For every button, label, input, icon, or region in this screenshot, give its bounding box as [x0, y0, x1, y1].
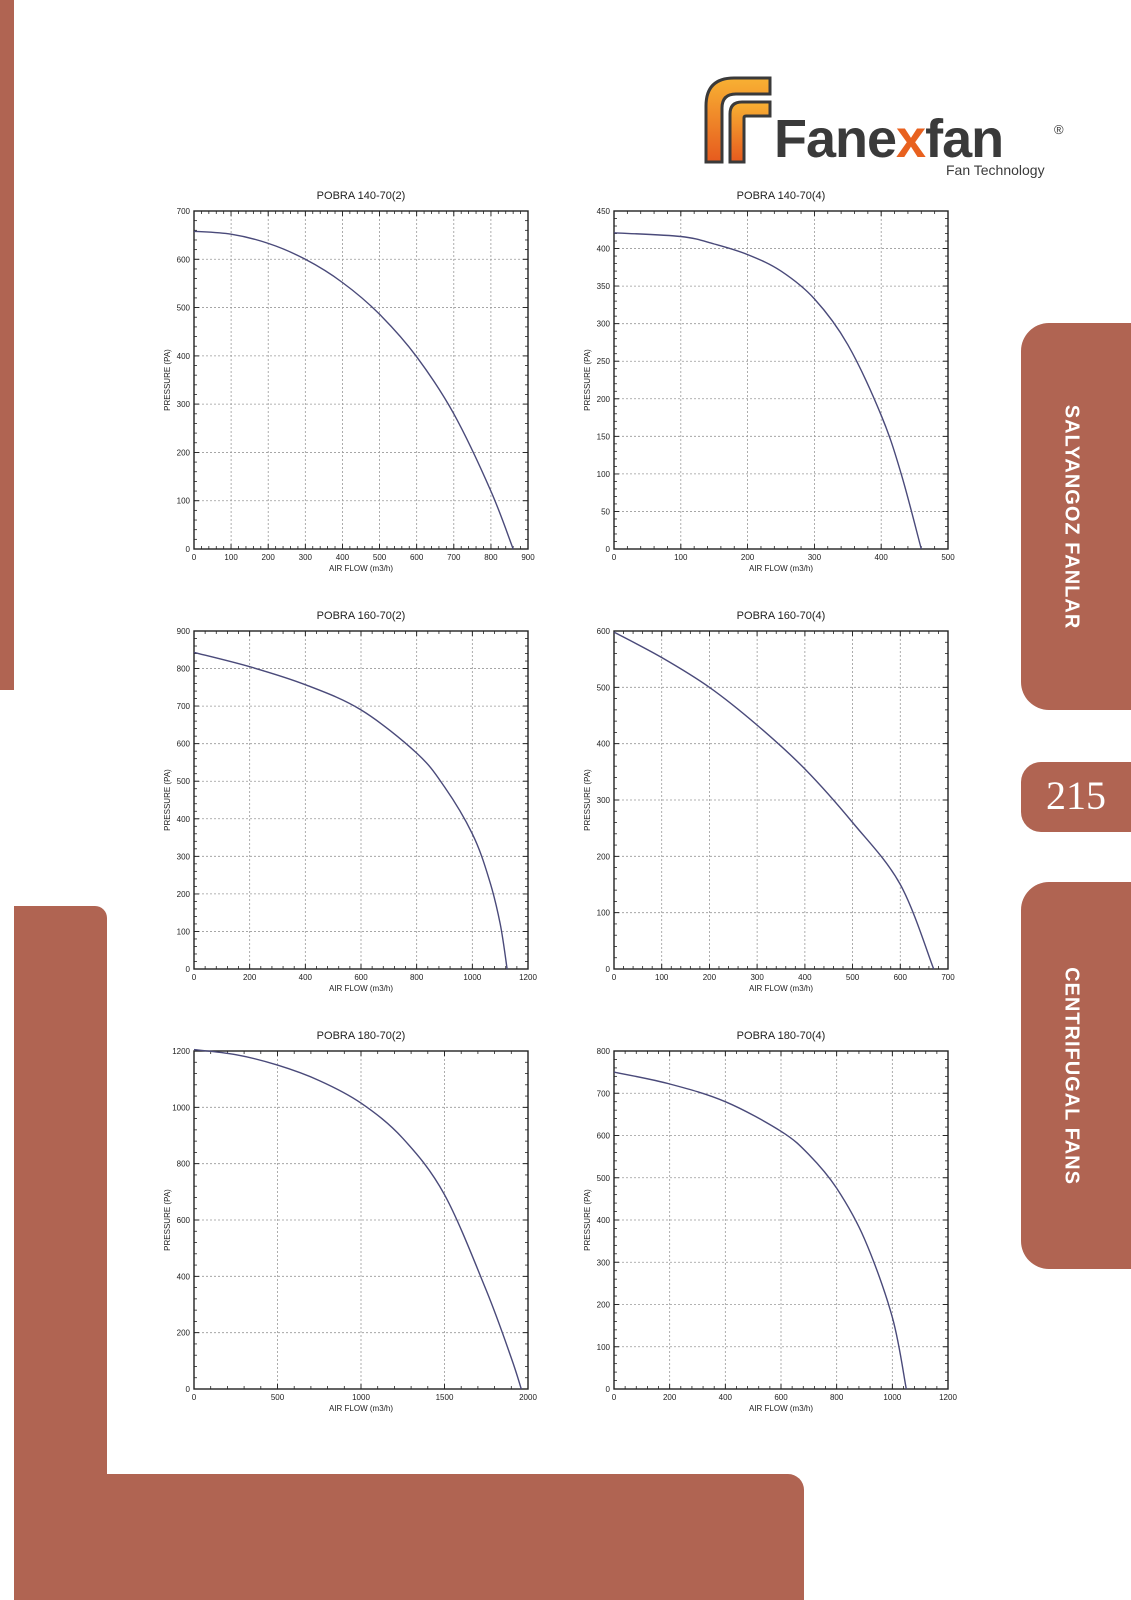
- y-axis-label: PRESSURE (PA): [583, 769, 592, 831]
- x-tick-label: 900: [521, 553, 535, 562]
- y-tick-label: 1000: [172, 1103, 190, 1113]
- series-line: [614, 233, 921, 549]
- series-line: [194, 231, 513, 549]
- x-tick-label: 500: [372, 553, 387, 562]
- plot-frame: [194, 211, 528, 549]
- chart-svg: [160, 1027, 580, 1427]
- x-tick-label: 1000: [463, 973, 482, 982]
- brand-name: Fanexfan: [774, 109, 1004, 169]
- x-tick-label: 0: [611, 1393, 617, 1402]
- x-tick-label: 2000: [519, 1393, 537, 1402]
- y-tick-label: 250: [596, 357, 610, 367]
- x-tick-label: 1200: [939, 1393, 957, 1402]
- y-tick-label: 400: [596, 1216, 610, 1225]
- y-tick-label: 300: [596, 796, 610, 805]
- x-tick-label: 200: [261, 553, 275, 562]
- y-tick-label: 900: [176, 627, 190, 636]
- y-tick-label: 350: [596, 282, 610, 292]
- y-tick-label: 600: [176, 255, 190, 265]
- x-tick-label: 500: [845, 973, 860, 982]
- y-tick-label: 400: [176, 1272, 190, 1282]
- x-tick-label: 600: [893, 973, 907, 982]
- y-tick-label: 100: [596, 1342, 610, 1352]
- y-tick-label: 300: [176, 400, 190, 410]
- y-tick-label: 200: [176, 448, 190, 458]
- x-tick-label: 1200: [519, 973, 537, 982]
- x-tick-label: 500: [270, 1393, 285, 1402]
- chart-svg: [160, 607, 580, 1007]
- section-label-english: CENTRIFUGAL FANS: [1060, 966, 1083, 1185]
- chart-title: POBRA 140-70(4): [736, 190, 826, 202]
- page-number-tab: [1021, 762, 1131, 832]
- y-tick-label: 0: [605, 1385, 610, 1394]
- left-accent-bar: [0, 0, 14, 690]
- y-axis-label: PRESSURE (PA): [583, 1189, 592, 1251]
- x-tick-label: 800: [484, 553, 498, 562]
- y-tick-label: 600: [596, 1131, 610, 1141]
- plot-frame: [614, 631, 948, 969]
- x-tick-label: 0: [191, 1393, 197, 1402]
- x-axis-label: AIR FLOW (m3/h): [748, 984, 814, 993]
- x-axis-label: AIR FLOW (m3/h): [328, 984, 394, 993]
- logo-mark-icon: [700, 72, 780, 167]
- series-line: [614, 1072, 906, 1389]
- y-axis-label: PRESSURE (PA): [163, 349, 172, 411]
- y-tick-label: 100: [176, 496, 190, 506]
- y-tick-label: 800: [176, 664, 190, 674]
- y-tick-label: 600: [176, 1216, 190, 1225]
- y-tick-label: 0: [185, 545, 190, 554]
- y-tick-label: 700: [176, 207, 190, 216]
- chart-svg: [580, 607, 1000, 1007]
- page-number: 215: [1046, 773, 1106, 818]
- registered-mark: ®: [1054, 122, 1064, 137]
- series-line: [194, 1050, 521, 1389]
- y-tick-label: 0: [605, 965, 610, 974]
- y-tick-label: 700: [176, 702, 190, 712]
- plot-frame: [614, 211, 948, 549]
- brand-logo: [700, 72, 1070, 182]
- y-tick-label: 600: [596, 627, 610, 636]
- x-tick-label: 800: [409, 973, 424, 982]
- x-tick-label: 100: [655, 973, 669, 982]
- y-axis-label: PRESSURE (PA): [163, 1189, 172, 1251]
- x-tick-label: 300: [298, 553, 313, 562]
- y-tick-label: 300: [596, 1258, 610, 1268]
- chart-pobra-180-70-4: [580, 1027, 1000, 1427]
- x-tick-label: 400: [298, 973, 313, 982]
- x-axis-label: AIR FLOW (m3/h): [328, 1404, 394, 1413]
- x-tick-label: 0: [191, 553, 197, 562]
- x-tick-label: 200: [662, 1393, 677, 1402]
- chart-svg: [580, 1027, 1000, 1427]
- y-axis-label: PRESSURE (PA): [583, 349, 592, 411]
- y-tick-label: 50: [601, 507, 610, 517]
- y-tick-label: 400: [596, 739, 610, 749]
- x-tick-label: 700: [447, 553, 461, 562]
- x-tick-label: 500: [941, 553, 955, 562]
- y-tick-label: 500: [596, 1173, 610, 1183]
- x-tick-label: 400: [874, 553, 888, 562]
- y-tick-label: 400: [176, 814, 190, 824]
- x-tick-label: 600: [354, 973, 368, 982]
- x-tick-label: 1000: [352, 1393, 370, 1402]
- x-tick-label: 600: [774, 1393, 788, 1402]
- x-tick-label: 200: [740, 553, 755, 562]
- x-tick-label: 400: [798, 973, 812, 982]
- chart-pobra-140-70-2: [160, 187, 580, 587]
- y-tick-label: 700: [596, 1089, 610, 1099]
- x-tick-label: 200: [242, 973, 257, 982]
- x-tick-label: 0: [191, 973, 197, 982]
- x-tick-label: 400: [335, 553, 350, 562]
- y-tick-label: 100: [176, 927, 190, 937]
- chart-title: POBRA 140-70(2): [316, 190, 406, 202]
- x-tick-label: 800: [829, 1393, 844, 1402]
- y-tick-label: 100: [596, 469, 610, 479]
- x-tick-label: 1000: [883, 1393, 902, 1402]
- chart-pobra-180-70-2: [160, 1027, 580, 1427]
- x-tick-label: 300: [807, 553, 822, 562]
- chart-title: POBRA 160-70(4): [736, 610, 826, 622]
- y-tick-label: 500: [176, 777, 190, 787]
- y-axis-label: PRESSURE (PA): [163, 769, 172, 831]
- section-tab-english: [1021, 882, 1131, 1269]
- bottom-accent-bar: [14, 1474, 804, 1600]
- y-tick-label: 300: [596, 319, 610, 329]
- y-tick-label: 1200: [172, 1047, 190, 1056]
- chart-title: POBRA 180-70(2): [316, 1030, 406, 1042]
- y-tick-label: 500: [176, 303, 190, 313]
- y-tick-label: 600: [176, 739, 190, 749]
- y-tick-label: 200: [176, 1328, 190, 1338]
- x-axis-label: AIR FLOW (m3/h): [328, 564, 394, 573]
- y-tick-label: 300: [176, 852, 190, 862]
- chart-title: POBRA 160-70(2): [316, 610, 406, 622]
- series-line: [194, 652, 507, 969]
- x-tick-label: 200: [702, 973, 717, 982]
- section-tab-turkish: [1021, 323, 1131, 710]
- y-tick-label: 400: [176, 351, 190, 361]
- y-tick-label: 200: [596, 1300, 610, 1310]
- y-tick-label: 200: [596, 852, 610, 862]
- x-tick-label: 0: [611, 553, 617, 562]
- chart-pobra-160-70-4: [580, 607, 1000, 1007]
- y-tick-label: 500: [596, 683, 610, 693]
- chart-pobra-160-70-2: [160, 607, 580, 1007]
- x-tick-label: 300: [750, 973, 764, 982]
- y-tick-label: 800: [596, 1047, 610, 1056]
- x-tick-label: 600: [409, 553, 424, 562]
- chart-title: POBRA 180-70(4): [736, 1030, 826, 1042]
- y-tick-label: 0: [185, 1385, 190, 1394]
- chart-svg: [160, 187, 580, 587]
- chart-pobra-140-70-4: [580, 187, 1000, 587]
- y-tick-label: 0: [605, 545, 610, 554]
- x-tick-label: 0: [611, 973, 617, 982]
- x-tick-label: 100: [224, 553, 238, 562]
- x-tick-label: 700: [941, 973, 955, 982]
- y-tick-label: 800: [176, 1159, 190, 1169]
- x-tick-label: 100: [674, 553, 688, 562]
- x-axis-label: AIR FLOW (m3/h): [748, 564, 814, 573]
- section-label-turkish: SALYANGOZ FANLAR: [1060, 404, 1083, 629]
- x-axis-label: AIR FLOW (m3/h): [748, 1404, 814, 1413]
- x-tick-label: 1500: [435, 1393, 454, 1402]
- y-tick-label: 400: [596, 244, 610, 254]
- brand-tagline: Fan Technology: [946, 162, 1045, 178]
- y-tick-label: 200: [176, 889, 190, 899]
- y-tick-label: 200: [596, 394, 610, 404]
- chart-svg: [580, 187, 1000, 587]
- x-tick-label: 400: [718, 1393, 733, 1402]
- y-tick-label: 150: [596, 432, 610, 442]
- y-tick-label: 100: [596, 908, 610, 918]
- y-tick-label: 450: [596, 207, 610, 216]
- y-tick-label: 0: [185, 965, 190, 974]
